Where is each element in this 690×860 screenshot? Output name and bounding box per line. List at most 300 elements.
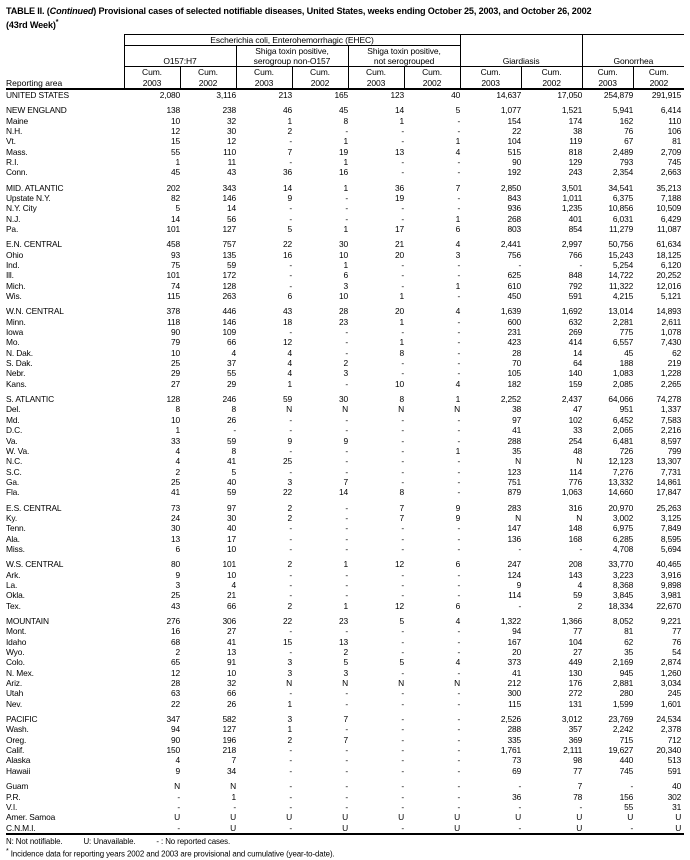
cell-value: -: [345, 523, 348, 534]
row-area-label: MOUNTAIN: [6, 616, 49, 627]
cell-value: -: [345, 543, 348, 554]
header-col-2-line1: Cum.: [236, 67, 292, 78]
cell-value: 280: [619, 688, 634, 699]
cell-value: 2,437: [561, 394, 583, 405]
cell-value: -: [401, 765, 404, 776]
cell-value: -: [233, 425, 236, 436]
cell-value: -: [345, 456, 348, 467]
cell-value: 192: [507, 167, 522, 178]
cell-value: -: [401, 714, 404, 725]
header-blank-corner-3: [6, 56, 124, 67]
cell-value: 168: [568, 533, 583, 544]
notifiable-diseases-table: [6, 34, 684, 835]
cell-value: 4,708: [612, 543, 634, 554]
row-area-label: Ill.: [6, 270, 14, 281]
cell-value: 17,050: [557, 89, 583, 100]
cell-value: 115: [508, 698, 522, 709]
cell-value: 1: [455, 280, 461, 291]
cell-value: 291,915: [651, 89, 682, 100]
row-area-label: Tenn.: [6, 523, 26, 534]
cell-value: 7: [399, 512, 404, 523]
row-area-label: Mich.: [6, 280, 26, 291]
cell-value: 20: [394, 249, 404, 260]
cell-value: -: [401, 688, 404, 699]
cell-value: 23: [338, 316, 348, 327]
table-row: [6, 657, 684, 667]
cell-value: 745: [667, 156, 682, 167]
cell-value: 8,597: [660, 435, 682, 446]
cell-value: 1,228: [660, 368, 682, 379]
cell-value: 11,087: [657, 223, 682, 234]
row-area-label: La.: [6, 579, 18, 590]
cell-value: 1,235: [561, 203, 583, 214]
cell-value: 66: [226, 688, 236, 699]
cell-value: 2: [287, 734, 292, 745]
cell-value: 25: [170, 476, 180, 487]
cell-value: -: [289, 533, 292, 544]
cell-value: 12: [394, 600, 404, 611]
cell-value: 29: [226, 378, 236, 389]
cell-value: 458: [166, 239, 180, 250]
row-area-label: W. Va.: [6, 445, 30, 456]
cell-value: 854: [568, 223, 583, 234]
cell-value: -: [457, 368, 461, 379]
cell-value: -: [289, 626, 292, 637]
cell-value: 7: [231, 755, 236, 766]
cell-value: U: [342, 812, 348, 823]
cell-value: -: [345, 203, 348, 214]
cell-value: 378: [166, 306, 180, 317]
cell-value: 936: [507, 203, 522, 214]
cell-value: 2: [287, 502, 292, 513]
cell-value: -: [289, 414, 292, 425]
cell-value: 1,078: [660, 327, 682, 338]
cell-value: 2: [343, 358, 348, 369]
cell-value: 11: [227, 156, 236, 167]
cell-value: 9: [455, 502, 461, 513]
cell-value: 22: [282, 239, 292, 250]
cell-value: 38: [573, 125, 583, 136]
cell-value: 2,169: [612, 657, 634, 668]
row-area-label: N. Dak.: [6, 347, 33, 358]
table-row: [6, 147, 684, 157]
table-row: [6, 724, 684, 734]
table-row: [6, 699, 684, 709]
cell-value: 196: [222, 734, 236, 745]
cell-value: 3,845: [612, 590, 634, 601]
cell-value: -: [345, 347, 348, 358]
cell-value: 18,334: [608, 600, 634, 611]
cell-value: 246: [222, 394, 236, 405]
cell-value: -: [401, 327, 404, 338]
table-row: [6, 337, 684, 347]
cell-value: 12: [226, 136, 236, 147]
cell-value: 32: [226, 115, 236, 126]
table-row: [6, 781, 684, 791]
cell-value: -: [289, 445, 292, 456]
cell-value: 21: [226, 590, 236, 601]
cell-value: 2,378: [660, 724, 682, 735]
cell-value: 34,541: [608, 182, 634, 193]
footnotes: [6, 837, 684, 860]
row-area-label: Mont.: [6, 626, 27, 637]
cell-value: 50,756: [608, 239, 634, 250]
cell-value: 945: [619, 667, 634, 678]
table-row: [6, 193, 684, 203]
cell-value: 14: [282, 182, 292, 193]
header-row-subgroup-2: [6, 56, 684, 67]
cell-value: 165: [334, 89, 348, 100]
cell-value: 13: [170, 533, 180, 544]
cell-value: 150: [166, 745, 180, 756]
cell-value: 600: [507, 316, 522, 327]
cell-value: 9: [343, 435, 348, 446]
cell-value: 91: [226, 657, 236, 668]
cell-value: -: [233, 801, 236, 812]
table-row: [6, 570, 684, 580]
cell-value: 16: [282, 249, 292, 260]
cell-value: 43: [282, 306, 292, 317]
row-area-label: P.R.: [6, 791, 21, 802]
cell-value: 8: [399, 347, 404, 358]
cell-value: 272: [568, 688, 583, 699]
cell-value: 128: [222, 280, 236, 291]
cell-value: 2,881: [612, 678, 634, 689]
cell-value: 7,276: [612, 466, 634, 477]
cell-value: 115: [167, 291, 180, 302]
cell-value: 7,849: [660, 523, 682, 534]
cell-value: -: [457, 435, 461, 446]
cell-value: 9: [175, 569, 180, 580]
row-area-label: Wyo.: [6, 647, 25, 658]
cell-value: 7: [287, 146, 292, 157]
cell-value: 74: [170, 280, 180, 291]
cell-value: -: [289, 579, 292, 590]
cell-value: 38: [512, 404, 522, 415]
table-row: [6, 616, 684, 626]
cell-value: 3,012: [561, 714, 583, 725]
header-col-6-line2: 2003: [460, 78, 521, 89]
cell-value: -: [345, 781, 348, 792]
cell-value: 174: [568, 115, 583, 126]
cell-value: 59: [282, 394, 292, 405]
header-sub-notsero: not serogrouped: [348, 56, 460, 67]
cell-value: 1: [343, 600, 348, 611]
cell-value: 1: [399, 337, 404, 348]
cell-value: 5: [399, 657, 404, 668]
cell-value: 36: [512, 791, 522, 802]
cell-value: -: [401, 724, 404, 735]
row-area-label: Ala.: [6, 533, 20, 544]
table-row: [6, 446, 684, 456]
cell-value: U: [521, 823, 582, 834]
cell-value: -: [460, 823, 521, 834]
cell-value: 3,116: [216, 89, 236, 100]
cell-value: -: [401, 647, 404, 658]
cell-value: 10: [226, 543, 236, 554]
cell-value: 93: [170, 249, 180, 260]
cell-value: 13: [226, 647, 236, 658]
cell-value: -: [457, 533, 461, 544]
cell-value: 2: [287, 125, 292, 136]
cell-value: 951: [619, 404, 634, 415]
row-area-label: Hawaii: [6, 765, 31, 776]
row-area-label: S.C.: [6, 466, 22, 477]
cell-value: 20,970: [608, 502, 634, 513]
cell-value: -: [345, 378, 348, 389]
cell-value: 1,692: [561, 306, 583, 317]
cell-value: 8,368: [612, 579, 634, 590]
cell-value: 12: [170, 667, 180, 678]
row-area-label: W.S. CENTRAL: [6, 559, 64, 570]
cell-value: 1,063: [561, 487, 583, 498]
cell-value: 26: [226, 414, 236, 425]
row-area-label: Ohio: [6, 249, 24, 260]
header-sub-nono157-line1: Shiga toxin positive,: [236, 46, 348, 57]
header-col-7-line2: 2002: [521, 78, 582, 89]
cell-value: -: [518, 600, 522, 611]
table-row: [6, 503, 684, 513]
header-col-8-line2: 2003: [582, 78, 633, 89]
table-body: [6, 89, 684, 834]
cell-value: 582: [222, 714, 236, 725]
header-blank-corner: [6, 34, 124, 45]
cell-value: 27: [170, 378, 180, 389]
cell-value: 3: [287, 667, 292, 678]
cell-value: N: [515, 512, 522, 523]
cell-value: 14: [394, 105, 404, 116]
cell-value: -: [401, 745, 404, 756]
cell-value: 14,861: [656, 476, 682, 487]
cell-value: 45: [170, 167, 180, 178]
cell-value: 46: [282, 105, 292, 116]
table-row: [6, 456, 684, 466]
cell-value: -: [401, 791, 404, 802]
cell-value: U: [633, 823, 684, 834]
cell-value: 5,121: [660, 291, 682, 302]
cell-value: U: [180, 823, 236, 834]
cell-value: 212: [507, 678, 522, 689]
cell-value: 288: [507, 435, 522, 446]
header-sub-giardiasis-line1: [460, 46, 582, 57]
cell-value: -: [401, 755, 404, 766]
cell-value: 7: [399, 502, 404, 513]
cell-value: -: [345, 327, 348, 338]
cell-value: 59: [573, 590, 583, 601]
cell-value: -: [289, 543, 292, 554]
cell-value: -: [345, 579, 348, 590]
table-row: [6, 668, 684, 678]
header-col-0-line1: Cum.: [124, 67, 180, 78]
cell-value: 2: [175, 466, 180, 477]
cell-value: -: [289, 755, 292, 766]
header-row-cum-line1: [6, 67, 684, 78]
cell-value: U: [675, 812, 682, 823]
row-area-label: MID. ATLANTIC: [6, 182, 64, 193]
cell-value: N: [576, 456, 583, 467]
table-row: [6, 425, 684, 435]
cell-value: U: [286, 812, 292, 823]
cell-value: 10: [170, 115, 180, 126]
cell-value: -: [289, 327, 292, 338]
row-area-label: R.I.: [6, 156, 19, 167]
cell-value: 19,627: [608, 745, 634, 756]
cell-value: -: [289, 136, 292, 147]
row-area-label: Pa.: [6, 223, 19, 234]
table-row: [6, 534, 684, 544]
cell-value: 6: [455, 600, 461, 611]
cell-value: 28: [170, 678, 180, 689]
cell-value: -: [177, 801, 180, 812]
table-row: [6, 637, 684, 647]
cell-value: 3: [287, 714, 292, 725]
cell-value: 154: [507, 115, 522, 126]
cell-value: 41: [512, 425, 522, 436]
cell-value: 440: [619, 755, 634, 766]
table-row: [6, 270, 684, 280]
cell-value: 78: [573, 791, 583, 802]
table-row: [6, 214, 684, 224]
cell-value: 513: [667, 755, 682, 766]
table-row: [6, 647, 684, 657]
table-row: [6, 379, 684, 389]
cell-value: 81: [672, 136, 682, 147]
cell-value: -: [345, 688, 348, 699]
cell-value: 23: [338, 616, 348, 627]
cell-value: -: [289, 801, 292, 812]
cell-value: 1,521: [561, 105, 583, 116]
cell-value: 29: [170, 368, 180, 379]
cell-value: 22,670: [656, 600, 682, 611]
cell-value: 13: [394, 146, 404, 157]
cell-value: 12: [282, 337, 292, 348]
cell-value: 1,260: [660, 667, 682, 678]
cell-value: 1,761: [500, 745, 522, 756]
cell-value: -: [457, 260, 461, 271]
table-row: [6, 358, 684, 368]
cell-value: N: [342, 404, 348, 415]
cell-value: 182: [507, 378, 522, 389]
cell-value: 101: [166, 223, 180, 234]
cell-value: N: [398, 404, 404, 415]
cell-value: 3,002: [612, 512, 634, 523]
cell-value: 8: [399, 487, 404, 498]
cell-value: -: [345, 192, 348, 203]
cell-value: 347: [166, 714, 180, 725]
cell-value: 123: [390, 89, 404, 100]
cell-value: -: [345, 745, 348, 756]
cell-value: -: [345, 125, 348, 136]
cell-value: 41: [170, 487, 180, 498]
cell-value: 7: [343, 734, 348, 745]
cell-value: 37: [226, 358, 236, 369]
cell-value: -: [401, 358, 404, 369]
table-row: [6, 745, 684, 755]
cell-value: 1,077: [500, 105, 522, 116]
cell-value: 41: [226, 636, 236, 647]
table-row: [6, 136, 684, 146]
cell-value: -: [345, 698, 348, 709]
cell-value: 799: [667, 445, 682, 456]
cell-value: -: [345, 590, 348, 601]
cell-value: 219: [667, 358, 682, 369]
row-area-label: Del.: [6, 404, 21, 415]
cell-value: 59: [226, 260, 236, 271]
header-sub-o157: O157:H7: [124, 56, 236, 67]
cell-value: N: [286, 404, 292, 415]
cell-value: -: [124, 823, 180, 834]
cell-value: 3,981: [660, 590, 682, 601]
cell-value: 124: [507, 569, 522, 580]
cell-value: 162: [619, 115, 634, 126]
cell-value: 35: [624, 647, 634, 658]
cell-value: 97: [226, 502, 236, 513]
cell-value: U: [230, 812, 236, 823]
cell-value: 1,639: [500, 306, 522, 317]
cell-value: 77: [672, 626, 682, 637]
cell-value: 21: [394, 239, 404, 250]
cell-value: -: [401, 270, 404, 281]
table-row: [6, 394, 684, 404]
table-row: [6, 89, 684, 100]
cell-value: -: [401, 579, 404, 590]
header-group-ehec: [124, 34, 460, 45]
cell-value: N: [454, 678, 461, 689]
cell-value: 47: [573, 404, 583, 415]
cell-value: 5: [455, 105, 461, 116]
cell-value: 76: [624, 125, 634, 136]
cell-value: -: [457, 358, 461, 369]
cell-value: 1: [343, 559, 348, 570]
cell-value: 63: [170, 688, 180, 699]
cell-value: 2,252: [500, 394, 522, 405]
row-area-label: N.C.: [6, 456, 23, 467]
cell-value: 6: [455, 559, 461, 570]
cell-value: -: [401, 280, 404, 291]
cell-value: 7,430: [660, 337, 682, 348]
cell-value: 14: [226, 203, 236, 214]
cell-value: -: [401, 445, 404, 456]
cell-value: 109: [222, 327, 236, 338]
cell-value: -: [401, 466, 404, 477]
cell-value: 1,011: [562, 192, 583, 203]
cell-value: 18: [282, 316, 292, 327]
header-col-1-line1: Cum.: [180, 67, 236, 78]
cell-value: 167: [507, 636, 522, 647]
cell-value: -: [457, 667, 461, 678]
cell-value: 13,307: [656, 456, 682, 467]
cell-value: 269: [568, 327, 583, 338]
table-head: [6, 34, 684, 89]
table-row: [6, 348, 684, 358]
cell-value: -: [401, 414, 404, 425]
cell-value: 101: [222, 559, 236, 570]
cell-value: 4: [455, 146, 461, 157]
row-area-label: Maine: [6, 115, 29, 126]
cell-value: 7: [343, 476, 348, 487]
header-col-9-line1: Cum.: [633, 67, 684, 78]
cell-value: 128: [166, 394, 180, 405]
row-area-label: Ind.: [6, 260, 20, 271]
header-col-3-line1: Cum.: [292, 67, 348, 78]
cell-value: 8,052: [612, 616, 634, 627]
cell-value: 97: [512, 414, 522, 425]
cell-value: 94: [512, 626, 522, 637]
row-area-label: Calif.: [6, 745, 25, 756]
cell-value: N: [454, 404, 461, 415]
table-row: [6, 327, 684, 337]
row-area-label: Mass.: [6, 146, 28, 157]
